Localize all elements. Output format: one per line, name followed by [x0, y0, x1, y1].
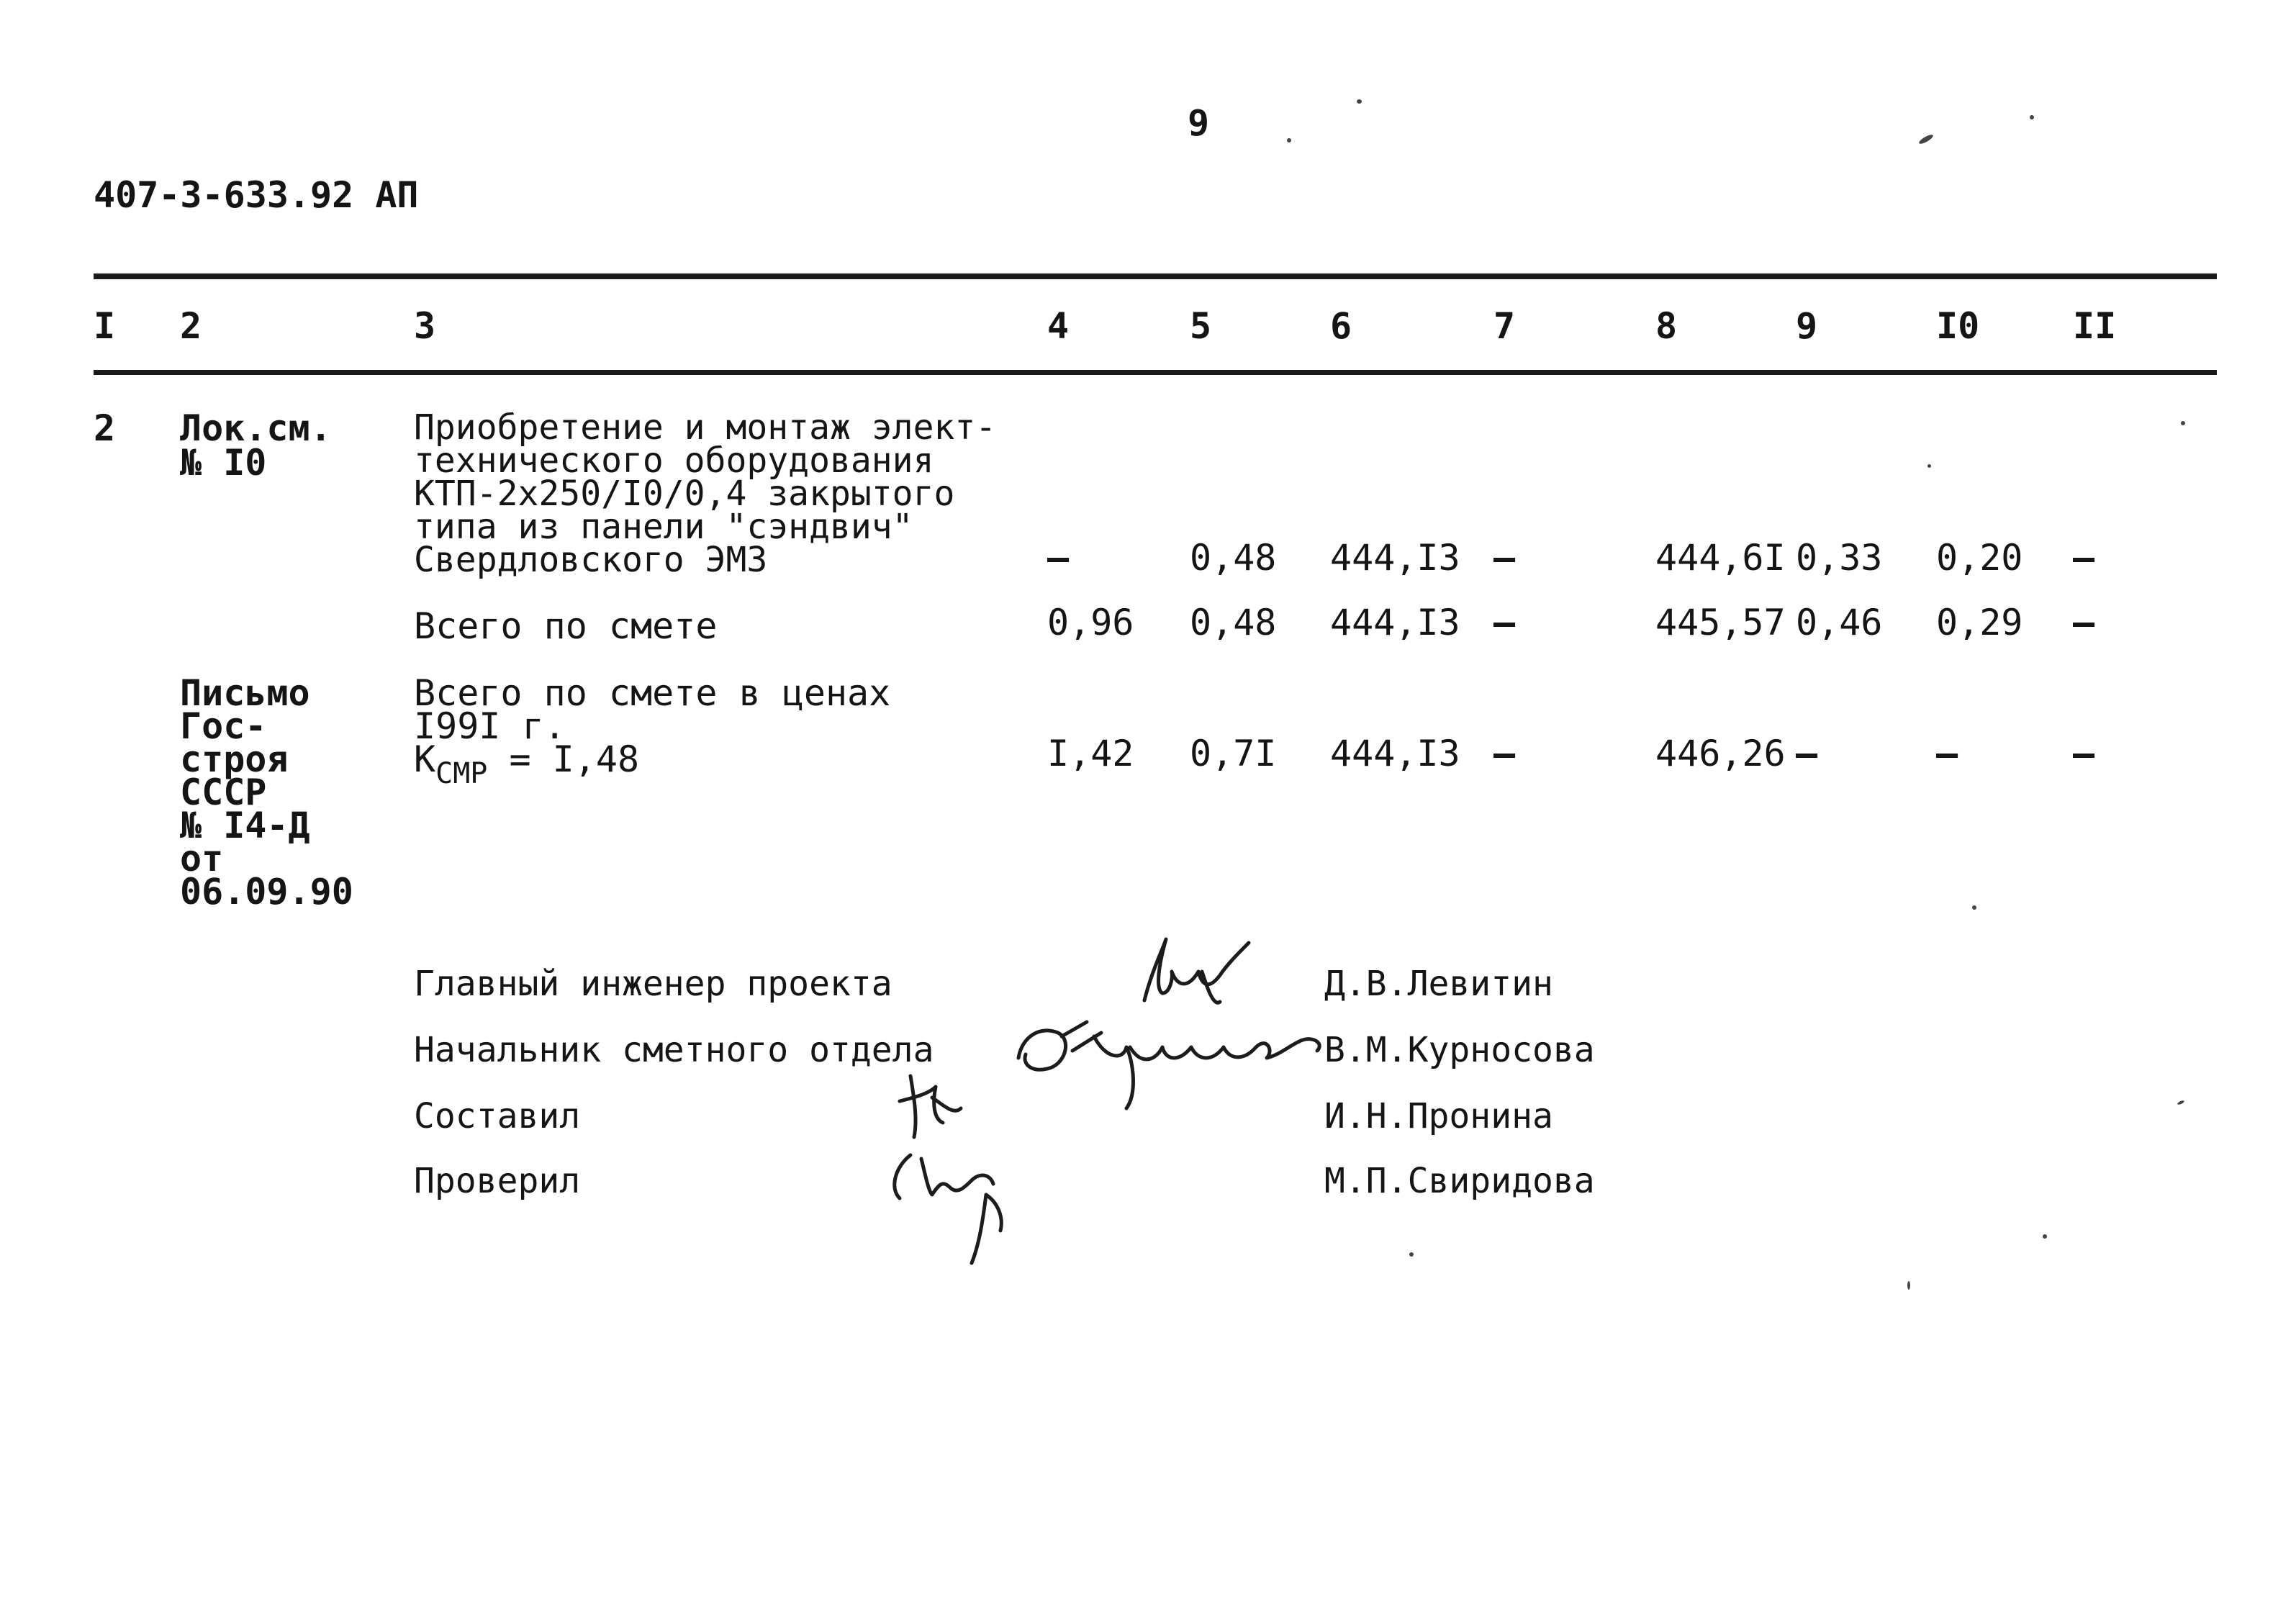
cell-col7: – — [1493, 602, 1516, 643]
description-line: Всего по смете в ценах — [414, 672, 891, 714]
description-line: Свердловского ЭМЗ — [414, 540, 768, 580]
handwritten-signature — [892, 1065, 979, 1144]
cell-col4: – — [1047, 537, 1070, 579]
description-line: КТП-2х250/I0/0,4 закрытого — [414, 474, 955, 514]
description-line: технического оборудования — [414, 440, 934, 481]
ref-line: Лок.см. — [180, 407, 332, 449]
scan-speck — [2030, 115, 2034, 119]
column-header: II — [2073, 305, 2117, 347]
column-header: 8 — [1655, 305, 1678, 347]
column-header: 9 — [1796, 305, 1818, 347]
ref-line: Гос- — [180, 705, 267, 747]
cell-col5: 0,48 — [1190, 537, 1277, 579]
cell-col4: I,42 — [1047, 733, 1134, 774]
handwritten-signature — [1130, 921, 1274, 1015]
cell-col6: 444,I3 — [1330, 733, 1460, 774]
column-header: I — [94, 305, 116, 347]
cell-col4: 0,96 — [1047, 602, 1134, 643]
signature-role: Проверил — [414, 1161, 581, 1201]
scan-speck — [2177, 1100, 2185, 1105]
row-number: 2 — [94, 407, 116, 449]
ref-line: № I4-Д — [180, 805, 310, 846]
ref-line: Письмо — [180, 672, 310, 714]
cell-col10: 0,20 — [1936, 537, 2023, 579]
column-header: 3 — [414, 305, 436, 347]
cell-col9: 0,33 — [1796, 537, 1883, 579]
cell-col11: – — [2073, 602, 2095, 643]
page-number: 9 — [1188, 102, 1210, 144]
cell-col6: 444,I3 — [1330, 602, 1460, 643]
cell-col6: 444,I3 — [1330, 537, 1460, 579]
k-coefficient — [414, 738, 640, 790]
handwritten-signature — [878, 1144, 1051, 1267]
column-header: I0 — [1936, 305, 1980, 347]
scan-speck — [1287, 138, 1291, 142]
cell-col7: – — [1493, 733, 1516, 774]
ref-line: СССР — [180, 772, 267, 813]
ref-line: 06.09.90 — [180, 871, 353, 913]
column-header: 5 — [1190, 305, 1212, 347]
signature-name: В.М.Курносова — [1324, 1030, 1595, 1070]
cell-col8: 444,6I — [1655, 537, 1786, 579]
table-top-rule — [94, 273, 2217, 279]
cell-col9: 0,46 — [1796, 602, 1883, 643]
cell-col11: – — [2073, 537, 2095, 579]
signature-name: Д.В.Левитин — [1324, 964, 1553, 1004]
column-header: 6 — [1330, 305, 1352, 347]
scan-speck — [2043, 1234, 2047, 1239]
scan-speck — [1918, 133, 1935, 145]
cell-col8: 445,57 — [1655, 602, 1786, 643]
cell-col10: – — [1936, 733, 1958, 774]
signature-role: Начальник сметного отдела — [414, 1030, 934, 1070]
description-line: Приобретение и монтаж элект- — [414, 407, 997, 448]
document-code: 407-3-633.92 АП — [94, 174, 419, 216]
scan-speck — [1357, 99, 1362, 104]
column-header: 4 — [1047, 305, 1070, 347]
k-value: = I,48 — [487, 738, 640, 780]
signature-name: И.Н.Пронина — [1324, 1096, 1553, 1136]
scan-speck — [1409, 1252, 1414, 1257]
column-header: 7 — [1493, 305, 1516, 347]
signature-role: Составил — [414, 1096, 581, 1136]
cell-col5: 0,7I — [1190, 733, 1277, 774]
scan-speck — [1927, 464, 1931, 468]
description-line: I99I г. — [414, 705, 566, 747]
ref-line: строя — [180, 738, 289, 780]
description-line: типа из панели "сэндвич" — [414, 507, 913, 547]
k-symbol: К — [414, 738, 436, 780]
cell-col9: – — [1796, 733, 1818, 774]
signature-name: М.П.Свиридова — [1324, 1161, 1595, 1201]
table-header-rule — [94, 370, 2217, 375]
scan-speck — [1972, 905, 1976, 910]
cell-col5: 0,48 — [1190, 602, 1277, 643]
cell-col8: 446,26 — [1655, 733, 1786, 774]
ref-line: от — [180, 838, 224, 879]
column-header: 2 — [180, 305, 202, 347]
cell-col11: – — [2073, 733, 2095, 774]
cell-col10: 0,29 — [1936, 602, 2023, 643]
scan-speck — [2181, 421, 2185, 425]
cell-col7: – — [1493, 537, 1516, 579]
ref-line: № I0 — [180, 442, 267, 484]
handwritten-signature — [1008, 1008, 1339, 1116]
scan-speck — [1907, 1281, 1910, 1290]
k-subscript: СМР — [435, 757, 488, 790]
total-label: Всего по смете — [414, 605, 718, 647]
signature-role: Главный инженер проекта — [414, 964, 892, 1004]
